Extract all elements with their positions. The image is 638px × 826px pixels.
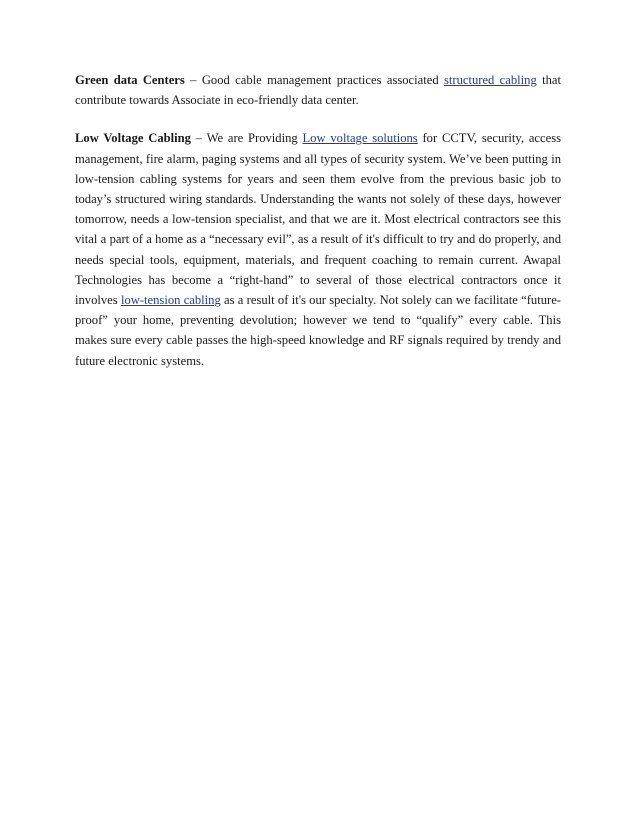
paragraph-low-voltage-cabling [75, 128, 561, 370]
paragraph-text: – Good cable management practices associated [184, 73, 444, 87]
low-tension-cabling-link[interactable]: low-tension cabling [120, 293, 221, 308]
low-voltage-solutions-link[interactable]: Low voltage solutions [302, 131, 418, 146]
term-green-data-centers: Green data Centers [75, 73, 185, 87]
paragraph-text: for CCTV, security, access management, fire alarm, paging systems and all types of security system. We’ve been putting in low-tension cabling systems for years and seen them evolve from the previous basic job to today’s structured wiring standards. Understanding the wants not solely of these days, however tomorrow, needs a low-tension specialist, and that we are it. Most electrical contractors see this vital a part of a home as a “necessary evil”, as a result of it's difficult to try and do properly, and needs special tools, equipment, materials, and frequent coaching to remain current. Awapal Technologies has become a “right-hand” to several of those electrical contractors once it involves [75, 131, 562, 308]
term-low-voltage-cabling: Low Voltage Cabling [75, 131, 191, 146]
paragraph-text: that contribute towards Associate in eco-friendly data center. [75, 73, 561, 108]
document-page [75, 70, 561, 371]
structured-cabling-link[interactable]: structured cabling [443, 73, 537, 87]
paragraph-green-data-centers [75, 70, 561, 110]
paragraph-text: as a result of it's our specialty. Not solely can we facilitate “future-proof” your home, preventing devolution; however we tend to “qualify” every cable. This makes sure every cable passes the high-speed knowledge and RF signals required by trendy and future electronic systems. [75, 293, 561, 368]
paragraph-text: – We are Providing [190, 131, 303, 146]
